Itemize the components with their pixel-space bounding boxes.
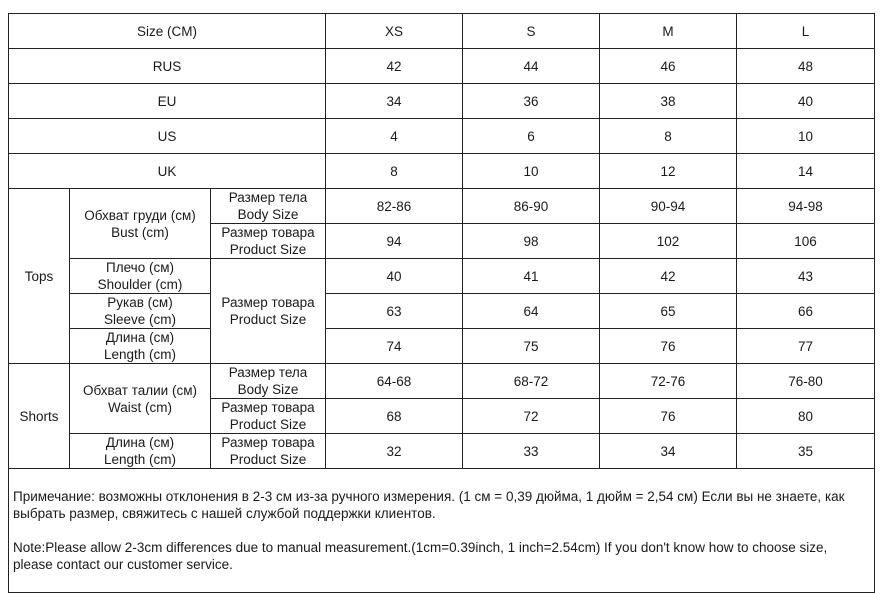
table-cell: 72-76 xyxy=(600,364,737,399)
tops-length-row xyxy=(9,329,875,364)
tops-bust-body-row xyxy=(9,189,875,224)
sleeve-label xyxy=(70,294,211,329)
tops-shoulder-row xyxy=(9,259,875,294)
bust-label xyxy=(70,189,211,259)
table-cell: 8 xyxy=(600,119,737,154)
table-cell: 10 xyxy=(463,154,600,189)
product-size-label xyxy=(211,224,326,259)
table-cell: 98 xyxy=(463,224,600,259)
size-m-header: M xyxy=(600,14,737,49)
table-cell: 102 xyxy=(600,224,737,259)
table-cell: 48 xyxy=(737,49,875,84)
table-cell: 82-86 xyxy=(326,189,463,224)
shoulder-label-ru: Плечо (см) xyxy=(106,260,174,275)
table-cell: 34 xyxy=(326,84,463,119)
table-cell: 94 xyxy=(326,224,463,259)
table-cell: 33 xyxy=(463,434,600,469)
size-chart-table xyxy=(8,13,875,593)
us-label: US xyxy=(9,119,326,154)
bust-label-ru: Обхват груди (см) xyxy=(84,207,196,223)
table-cell: 46 xyxy=(600,49,737,84)
product-size-ru: Размер товара xyxy=(221,435,315,450)
length-label-en: Length (cm) xyxy=(103,452,177,467)
table-cell: 86-90 xyxy=(463,189,600,224)
body-size-label xyxy=(211,364,326,399)
body-size-en: Body Size xyxy=(237,207,299,222)
us-row xyxy=(9,119,875,154)
length-label xyxy=(70,329,211,364)
sleeve-label-ru: Рукав (см) xyxy=(107,295,173,310)
note-en: Note:Please allow 2-3cm differences due to manual measurement.(1cm=0.39inch, 1 inch=2.54cm) If you don't know how to choose size, please contact our customer service. xyxy=(13,540,828,572)
product-size-en: Product Size xyxy=(229,452,307,467)
header-row xyxy=(9,14,875,49)
table-cell: 66 xyxy=(737,294,875,329)
shorts-length-row xyxy=(9,434,875,469)
product-size-label xyxy=(211,434,326,469)
tops-section-label: Tops xyxy=(9,189,70,364)
product-size-label xyxy=(211,399,326,434)
body-size-en: Body Size xyxy=(237,382,299,397)
table-cell: 10 xyxy=(737,119,875,154)
product-size-en: Product Size xyxy=(229,417,307,432)
table-cell: 44 xyxy=(463,49,600,84)
shoulder-label xyxy=(70,259,211,294)
uk-label: UK xyxy=(9,154,326,189)
size-xs-header: XS xyxy=(326,14,463,49)
eu-label: EU xyxy=(9,84,326,119)
size-s-header: S xyxy=(463,14,600,49)
table-cell: 34 xyxy=(600,434,737,469)
table-cell: 12 xyxy=(600,154,737,189)
table-cell: 35 xyxy=(737,434,875,469)
table-cell: 42 xyxy=(600,259,737,294)
table-cell: 40 xyxy=(326,259,463,294)
table-cell: 64 xyxy=(463,294,600,329)
table-cell: 64-68 xyxy=(326,364,463,399)
table-cell: 4 xyxy=(326,119,463,154)
table-cell: 76 xyxy=(600,399,737,434)
sleeve-label-en: Sleeve (cm) xyxy=(103,312,176,327)
table-cell: 68 xyxy=(326,399,463,434)
table-cell: 43 xyxy=(737,259,875,294)
table-cell: 65 xyxy=(600,294,737,329)
table-cell: 77 xyxy=(737,329,875,364)
table-cell: 36 xyxy=(463,84,600,119)
shorts-section-label: Shorts xyxy=(9,364,70,469)
uk-row xyxy=(9,154,875,189)
table-cell: 38 xyxy=(600,84,737,119)
product-size-ru: Размер товара xyxy=(221,225,315,240)
note-ru: Примечание: возможны отклонения в 2-3 см из-за ручного измерения. (1 см = 0,39 дюйма, 1 дюйм = 2,54 см) Если вы не знаете, как выбрать размер, свяжитесь с нашей службой поддержки клиентов. xyxy=(13,489,845,521)
waist-label-en: Waist (cm) xyxy=(108,399,172,415)
table-cell: 75 xyxy=(463,329,600,364)
length-label-ru: Длина (см) xyxy=(105,435,175,450)
body-size-label xyxy=(211,189,326,224)
table-cell: 63 xyxy=(326,294,463,329)
product-size-ru: Размер товара xyxy=(221,295,315,310)
table-cell: 94-98 xyxy=(737,189,875,224)
table-cell: 40 xyxy=(737,84,875,119)
note-row xyxy=(9,469,875,593)
rus-label: RUS xyxy=(9,49,326,84)
body-size-ru: Размер тела xyxy=(228,365,308,380)
table-cell: 74 xyxy=(326,329,463,364)
product-size-en: Product Size xyxy=(229,312,307,327)
table-cell: 41 xyxy=(463,259,600,294)
product-size-label xyxy=(211,259,326,364)
rus-row xyxy=(9,49,875,84)
eu-row xyxy=(9,84,875,119)
note-cell xyxy=(9,469,875,593)
table-cell: 32 xyxy=(326,434,463,469)
shoulder-label-en: Shoulder (cm) xyxy=(97,277,183,292)
bust-label-en: Bust (cm) xyxy=(111,224,169,240)
product-size-ru: Размер товара xyxy=(221,400,315,415)
table-cell: 90-94 xyxy=(600,189,737,224)
table-cell: 6 xyxy=(463,119,600,154)
table-cell: 8 xyxy=(326,154,463,189)
table-cell: 76-80 xyxy=(737,364,875,399)
table-cell: 72 xyxy=(463,399,600,434)
table-cell: 106 xyxy=(737,224,875,259)
shorts-waist-body-row xyxy=(9,364,875,399)
table-cell: 76 xyxy=(600,329,737,364)
body-size-ru: Размер тела xyxy=(228,190,308,205)
table-cell: 68-72 xyxy=(463,364,600,399)
length-label xyxy=(70,434,211,469)
length-label-ru: Длина (см) xyxy=(105,330,175,345)
length-label-en: Length (cm) xyxy=(103,347,177,362)
product-size-en: Product Size xyxy=(229,242,307,257)
table-cell: 42 xyxy=(326,49,463,84)
tops-sleeve-row xyxy=(9,294,875,329)
waist-label xyxy=(70,364,211,434)
size-l-header: L xyxy=(737,14,875,49)
size-cm-header: Size (CM) xyxy=(9,14,326,49)
table-cell: 14 xyxy=(737,154,875,189)
waist-label-ru: Обхват талии (см) xyxy=(83,382,197,398)
table-cell: 80 xyxy=(737,399,875,434)
